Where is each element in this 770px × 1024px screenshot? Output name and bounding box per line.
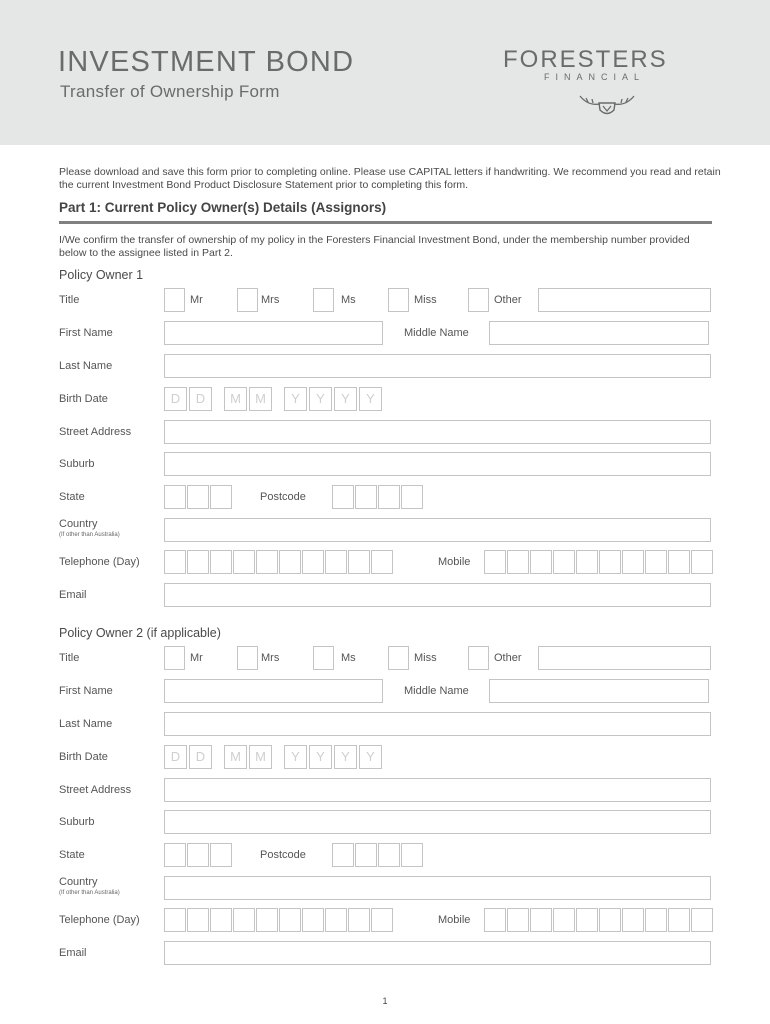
owner2-title-label: Title [59, 652, 80, 664]
owner1-title-other-label: Other [494, 294, 522, 306]
owner1-title-other-checkbox[interactable] [468, 288, 489, 312]
owner1-title-ms-checkbox[interactable] [313, 288, 334, 312]
owner2-telephone-digit-box[interactable] [371, 908, 393, 932]
owner2-mobile-digit-box[interactable] [530, 908, 552, 932]
owner1-state-char-box[interactable] [164, 485, 186, 509]
owner1-mobile-digit-box[interactable] [507, 550, 529, 574]
owner2-birth-date-digit[interactable]: Y [359, 745, 382, 769]
owner1-last-name-input[interactable] [164, 354, 711, 378]
owner2-telephone-digit-box[interactable] [164, 908, 186, 932]
owner1-birth-date-digit[interactable]: D [164, 387, 187, 411]
owner2-mobile-digit-box[interactable] [576, 908, 598, 932]
owner1-telephone-digit-box[interactable] [187, 550, 209, 574]
owner2-country-note: (If other than Australia) [59, 890, 120, 896]
owner2-telephone-digit-box[interactable] [233, 908, 255, 932]
owner2-birth-date-digit[interactable]: M [224, 745, 247, 769]
owner2-first-name-label: First Name [59, 685, 113, 697]
owner1-postcode-digit-box[interactable] [378, 485, 400, 509]
owner1-title-other-input[interactable] [538, 288, 711, 312]
owner1-middle-name-input[interactable] [489, 321, 709, 345]
owner2-title-miss-checkbox[interactable] [388, 646, 409, 670]
owner1-telephone-digit-box[interactable] [210, 550, 232, 574]
owner2-last-name-input[interactable] [164, 712, 711, 736]
owner2-birth-date-digit[interactable]: Y [334, 745, 357, 769]
owner2-state-label: State [59, 849, 85, 861]
owner1-postcode-digit-box[interactable] [355, 485, 377, 509]
owner2-mobile-digit-box[interactable] [668, 908, 690, 932]
owner1-title-label: Title [59, 294, 80, 306]
owner2-title-mr-label: Mr [190, 652, 203, 664]
owner1-title-miss-checkbox[interactable] [388, 288, 409, 312]
owner2-mobile-digit-box[interactable] [622, 908, 644, 932]
brand-subtitle: FINANCIAL [544, 72, 646, 82]
owner1-mobile-digit-box[interactable] [645, 550, 667, 574]
owner1-telephone-digit-box[interactable] [302, 550, 324, 574]
owner2-street-label: Street Address [59, 784, 132, 796]
owner1-postcode-digit-box[interactable] [332, 485, 354, 509]
owner2-birth-date-digit[interactable]: Y [309, 745, 332, 769]
owner2-mobile-label: Mobile [438, 914, 471, 926]
owner2-birth-date-digit[interactable]: M [249, 745, 272, 769]
owner1-email-label: Email [59, 589, 87, 601]
owner1-last-name-label: Last Name [59, 360, 113, 372]
owner1-street-input[interactable] [164, 420, 711, 444]
owner2-mobile-digit-box[interactable] [599, 908, 621, 932]
owner1-title-mrs-checkbox[interactable] [237, 288, 258, 312]
owner2-state-char-box[interactable] [210, 843, 232, 867]
owner1-telephone-digit-box[interactable] [164, 550, 186, 574]
owner1-telephone-digit-box[interactable] [233, 550, 255, 574]
owner2-middle-name-input[interactable] [489, 679, 709, 703]
owner2-heading: Policy Owner 2 (if applicable) [59, 626, 221, 640]
owner1-suburb-input[interactable] [164, 452, 711, 476]
owner1-birth-date-digit[interactable]: Y [359, 387, 382, 411]
owner2-state-char-box[interactable] [187, 843, 209, 867]
owner1-postcode-label: Postcode [260, 491, 306, 503]
form-title: INVESTMENT BOND [58, 46, 355, 78]
owner1-street-label: Street Address [59, 426, 132, 438]
owner2-telephone-digit-box[interactable] [302, 908, 324, 932]
owner1-birth-date-digit[interactable]: D [189, 387, 212, 411]
owner2-title-mrs-checkbox[interactable] [237, 646, 258, 670]
confirm-text: I/We confirm the transfer of ownership of my policy in the Foresters Financial Investment Bond, under the membership number provided below to the assignee listed in Part 2. [59, 234, 690, 259]
owner2-title-miss-label: Miss [414, 652, 437, 664]
owner2-suburb-label: Suburb [59, 816, 95, 828]
owner1-mobile-digit-box[interactable] [553, 550, 575, 574]
owner1-postcode-digit-box[interactable] [401, 485, 423, 509]
owner2-postcode-digit-box[interactable] [332, 843, 354, 867]
owner1-country-note: (If other than Australia) [59, 532, 120, 538]
owner1-title-ms-label: Ms [341, 294, 356, 306]
owner2-mobile-digit-box[interactable] [484, 908, 506, 932]
owner1-telephone-digit-box[interactable] [256, 550, 278, 574]
brand-name: FORESTERS [503, 46, 668, 73]
owner2-mobile-digit-box[interactable] [691, 908, 713, 932]
form-subtitle: Transfer of Ownership Form [60, 82, 280, 101]
owner1-mobile-digit-box[interactable] [576, 550, 598, 574]
owner2-birth-date-digit[interactable]: Y [284, 745, 307, 769]
owner1-birth-date-label: Birth Date [59, 393, 108, 405]
owner1-mobile-digit-box[interactable] [622, 550, 644, 574]
owner1-birth-date-digit[interactable]: M [249, 387, 272, 411]
owner2-telephone-digit-box[interactable] [256, 908, 278, 932]
owner1-mobile-digit-box[interactable] [668, 550, 690, 574]
owner2-country-label: Country [59, 876, 98, 888]
owner2-telephone-digit-box[interactable] [348, 908, 370, 932]
owner1-country-label: Country [59, 518, 98, 530]
owner2-email-label: Email [59, 947, 87, 959]
owner2-country-input[interactable] [164, 876, 711, 900]
page-number: 1 [382, 996, 388, 1006]
owner2-title-other-input[interactable] [538, 646, 711, 670]
owner2-middle-name-label: Middle Name [404, 685, 469, 697]
owner2-mobile-digit-box[interactable] [645, 908, 667, 932]
owner2-telephone-label: Telephone (Day) [59, 914, 140, 926]
owner2-birth-date-digit[interactable]: D [164, 745, 187, 769]
owner1-telephone-digit-box[interactable] [279, 550, 301, 574]
owner1-telephone-digit-box[interactable] [371, 550, 393, 574]
owner1-title-miss-label: Miss [414, 294, 437, 306]
owner1-state-char-box[interactable] [210, 485, 232, 509]
owner1-email-input[interactable] [164, 583, 711, 607]
owner1-mobile-digit-box[interactable] [691, 550, 713, 574]
owner2-state-char-box[interactable] [164, 843, 186, 867]
antler-shield-logo-icon [578, 92, 636, 118]
owner2-email-input[interactable] [164, 941, 711, 965]
owner1-title-mrs-label: Mrs [261, 294, 280, 306]
owner1-title-mr-checkbox[interactable] [164, 288, 185, 312]
owner2-birth-date-digit[interactable]: D [189, 745, 212, 769]
owner2-title-ms-checkbox[interactable] [313, 646, 334, 670]
owner2-postcode-digit-box[interactable] [401, 843, 423, 867]
owner1-middle-name-label: Middle Name [404, 327, 469, 339]
owner2-mobile-digit-box[interactable] [553, 908, 575, 932]
section-divider [59, 221, 712, 224]
owner1-mobile-digit-box[interactable] [484, 550, 506, 574]
owner2-first-name-input[interactable] [164, 679, 383, 703]
owner2-title-other-label: Other [494, 652, 522, 664]
owner1-birth-date-digit[interactable]: Y [309, 387, 332, 411]
owner1-first-name-label: First Name [59, 327, 113, 339]
owner1-state-label: State [59, 491, 85, 503]
part1-title: Part 1: Current Policy Owner(s) Details (Assignors) [59, 200, 387, 215]
owner2-street-input[interactable] [164, 778, 711, 802]
owner1-title-mr-label: Mr [190, 294, 203, 306]
owner2-telephone-digit-box[interactable] [210, 908, 232, 932]
owner1-birth-date-digit[interactable]: Y [334, 387, 357, 411]
intro-text: Please download and save this form prior to completing online. Please use CAPITAL letters if handwriting. We recommend you read and retain the current Investment Bond Product Disclosure Statement prior to completing this form. [59, 166, 721, 191]
owner2-title-mrs-label: Mrs [261, 652, 280, 664]
owner1-mobile-label: Mobile [438, 556, 471, 568]
owner1-telephone-label: Telephone (Day) [59, 556, 140, 568]
owner2-mobile-digit-box[interactable] [507, 908, 529, 932]
owner2-telephone-digit-box[interactable] [325, 908, 347, 932]
owner1-heading: Policy Owner 1 [59, 268, 144, 282]
owner1-state-char-box[interactable] [187, 485, 209, 509]
owner2-postcode-digit-box[interactable] [378, 843, 400, 867]
owner2-telephone-digit-box[interactable] [279, 908, 301, 932]
owner2-title-mr-checkbox[interactable] [164, 646, 185, 670]
owner2-telephone-digit-box[interactable] [187, 908, 209, 932]
owner1-mobile-digit-box[interactable] [530, 550, 552, 574]
owner1-first-name-input[interactable] [164, 321, 383, 345]
owner2-last-name-label: Last Name [59, 718, 113, 730]
owner2-postcode-digit-box[interactable] [355, 843, 377, 867]
owner1-birth-date-digit[interactable]: M [224, 387, 247, 411]
owner2-suburb-input[interactable] [164, 810, 711, 834]
owner2-postcode-label: Postcode [260, 849, 306, 861]
owner1-telephone-digit-box[interactable] [348, 550, 370, 574]
owner1-mobile-digit-box[interactable] [599, 550, 621, 574]
owner1-telephone-digit-box[interactable] [325, 550, 347, 574]
owner1-country-input[interactable] [164, 518, 711, 542]
owner2-title-other-checkbox[interactable] [468, 646, 489, 670]
owner1-suburb-label: Suburb [59, 458, 95, 470]
owner1-birth-date-digit[interactable]: Y [284, 387, 307, 411]
owner2-birth-date-label: Birth Date [59, 751, 108, 763]
owner2-title-ms-label: Ms [341, 652, 356, 664]
